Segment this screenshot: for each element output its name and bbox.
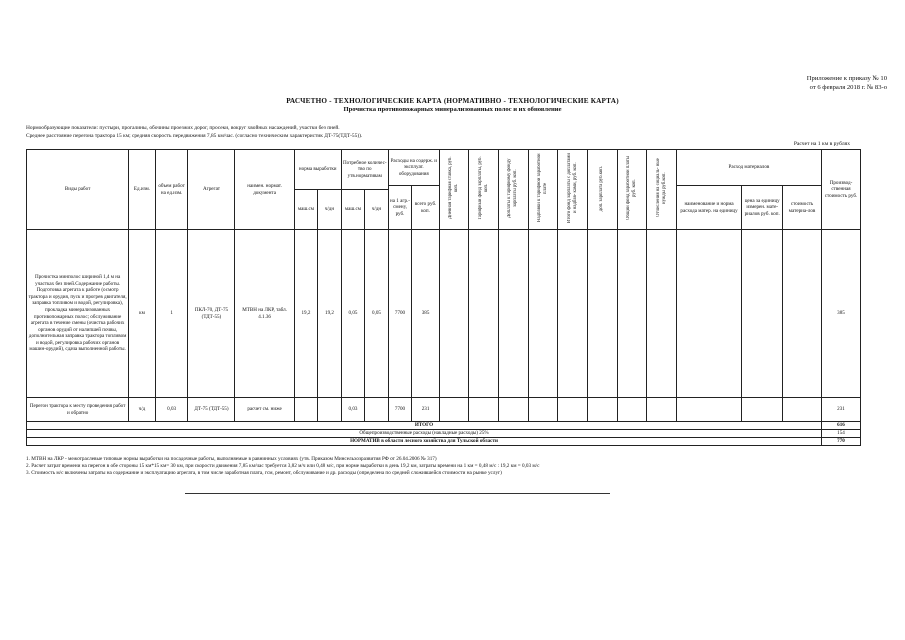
header-r8: Отчисления на социаль- ные нужды руб.коп. <box>647 150 677 230</box>
intro-line-1: Нормообразующие показатели: пустыри, прогалины, обочины проезжих дорог, просеки, вокруг хвойных насаждений, участки без пней. <box>26 125 340 131</box>
row-aggregate: ДТ-75 (ТДТ-55) <box>188 398 235 422</box>
header-r2: Тарифный фонд зарплаты, руб. коп. <box>469 150 499 230</box>
row-work: Перегон трактора к месту проведения работ и обратно <box>27 398 129 422</box>
header-costs: Расходы на содерж. и эксплуат. оборудования <box>388 150 439 186</box>
row-volume: 0,03 <box>155 398 188 422</box>
header-m-price: цена за единицу измерен. мате- риалов руб. коп. <box>742 186 783 230</box>
footnote-2: 2. Расчет затрат времени на перегон в обе стороны 15 км*15 км= 30 км, при скорости движения 7,85 км/час требуется 3,82 м/ч или 0,48 м/с, при норме выработки в день 19,2 км, затраты времени на 1 км = 0,48 м/с : 19,2 км = 0,03 м/с <box>26 463 540 470</box>
footnote-3: 3. Стоимость м/с включены затраты на содержание и эксплуатацию агрегата, в том числе заработная плата, гсм, ремонт, обслуживание и др. расходы (определена по средней сложившейся стоимости на рынке услуг) <box>26 470 502 477</box>
row-aggregate: ПКЛ-70, ДТ-75 (ТДТ-55) <box>188 230 235 398</box>
header-doc: наимен. нормат. документа <box>235 150 294 230</box>
row-need-mash: 0,03 <box>341 398 365 422</box>
divider-line <box>185 493 610 494</box>
header-work: Виды работ <box>27 150 129 230</box>
summary-label: Общепроизводственные расходы (накладные расходы) 25% <box>27 430 822 438</box>
header-needed: Потребное количес- тво по утв.нормативам <box>341 150 388 190</box>
annex-line-2: от 6 февраля 2018 г. № 83-о <box>809 84 887 91</box>
row-prod-cost: 231 <box>821 398 860 422</box>
row-need-chd: 0,05 <box>365 230 389 398</box>
row-total-cost: 385 <box>412 230 440 398</box>
header-total-cost: всего руб. коп. <box>412 186 440 230</box>
cost-table <box>26 149 861 446</box>
summary-row <box>27 438 861 446</box>
row-doc: расчет см. ниже <box>235 398 294 422</box>
header-r1: Дневная тарифная ставка, руб. коп. <box>439 150 469 230</box>
row-unit: км <box>129 230 156 398</box>
intro-parameters <box>26 124 362 140</box>
per-unit-note: Расчет на 1 км в рублях <box>793 141 850 147</box>
header-materials: Расход материалов <box>676 150 821 186</box>
header-volume: объем работ на ед.изм. <box>155 150 188 230</box>
header-mash: маш.см <box>294 190 318 230</box>
summary-row <box>27 422 861 430</box>
document-subtitle: Прочистка противопожарных минерализованных полос и их обновление <box>343 106 562 113</box>
row-norm-mash: 19,2 <box>294 230 318 398</box>
footnote-1: 1. МТВН на ЛКР - межотраслевые типовые нормы выработки на посадочные работы, выполняемые в равнинных условиях (утв. Приказом Минсельхозразвития РФ от 26.04.2006 № 317) <box>26 456 437 462</box>
intro-line-2: Среднее расстояние перегона трактора 15 км; средняя скорость передвижения 7,85 км/час. (согласно техническим характеристик ДТ-75(ТДТ-55)). <box>26 133 363 139</box>
row-need-chd <box>365 398 389 422</box>
header-r4: Надбавки к тарифной заработной плате <box>528 150 558 230</box>
row-volume: 1 <box>155 230 188 398</box>
summary-value: 770 <box>821 438 860 446</box>
header-chd: ч/дн <box>318 190 342 230</box>
header-m-name: наименование и норма расхода матер. на единицу <box>676 186 741 230</box>
header-per-unit-cost: на 1 агр.- смену, руб. <box>388 186 412 230</box>
annex-reference <box>807 74 887 92</box>
header-chd-2: ч/дн <box>365 190 389 230</box>
header-mash-2: маш.см <box>341 190 365 230</box>
row-need-mash: 0,05 <box>341 230 365 398</box>
table-row <box>27 398 861 422</box>
document-title: РАСЧЕТНО - ТЕХНОЛОГИЧЕСКИЕ КАРТА (НОРМАТИВНО - ТЕХНОЛОГИЧЕСКИЕ КАРТА) <box>286 97 619 105</box>
header-norm: норма выработки <box>294 150 341 190</box>
footnotes <box>26 456 539 478</box>
header-aggregate: Агрегат <box>188 150 235 230</box>
summary-value: 154 <box>821 430 860 438</box>
row-norm-chd <box>318 398 342 422</box>
row-unit: ч/д <box>129 398 156 422</box>
summary-value: 616 <box>821 422 860 430</box>
row-total-cost: 231 <box>412 398 440 422</box>
header-prod-cost: Производ- ственная стоимость руб. <box>821 150 860 230</box>
row-per-unit-cost: 7700 <box>388 230 412 398</box>
row-doc: МТВН на ЛКР, табл. 4.1.36 <box>235 230 294 398</box>
summary-row <box>27 430 861 438</box>
summary-label: НОРМАТИВ в области лесного хозяйства для Тульской области <box>27 438 822 446</box>
summary-label: ИТОГО <box>27 422 822 430</box>
header-r5: Итого фонд зарплаты с доплатами и надбав- ками, руб. коп. <box>558 150 588 230</box>
row-work: Прочистка минполос шириной 1,4 м на участках без пней.Содержание работы. Подготовка агрегата к работе (осмотр трактора и орудия, пуск и прогрев двигателя, заправка топливом и водой, регулировка), прокладка минерализованных противопожарных полос; обслуживание агрегата в течение смены (очистка рабочих органов орудий от налипшей почвы, дополнительная заправка трактора топливом и водой, регулировка рабочих органов машин-орудий), сдача выполненной работы. <box>27 230 129 398</box>
row-per-unit-cost: 7700 <box>388 398 412 422</box>
header-r6: доп. зарплата руб.коп. <box>587 150 617 230</box>
annex-line-1: Приложение к приказу № 10 <box>806 75 887 82</box>
header-r3: Доплаты к тарифному фонду зарплаты руб. коп. <box>499 150 529 230</box>
row-prod-cost: 385 <box>821 230 860 398</box>
table-row <box>27 230 861 398</box>
header-r7: Общий фонд заработной платы руб. коп. <box>617 150 647 230</box>
header-unit: Ед.изм. <box>129 150 156 230</box>
row-norm-chd: 19,2 <box>318 230 342 398</box>
header-m-cost: стоимость материа-лов <box>783 186 822 230</box>
row-norm-mash <box>294 398 318 422</box>
